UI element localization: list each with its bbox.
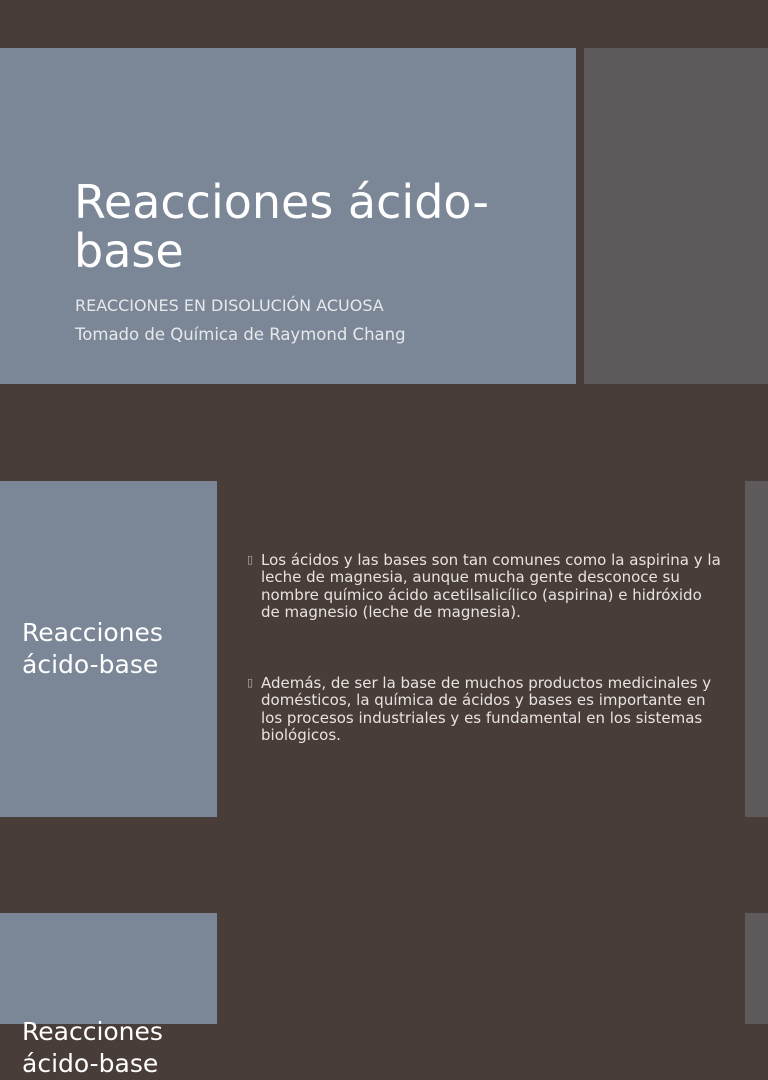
slide-1-source: Tomado de Química de Raymond Chang	[75, 325, 406, 344]
bullet-item	[247, 552, 721, 621]
slide-3-side-panel	[745, 913, 768, 1024]
slide-3-title-panel	[0, 913, 217, 1024]
bullet-text: Además, de ser la base de muchos productos medicinales y domésticos, la química de ácidos y bases es importante en los procesos industriales y es fundamental en los sistemas biológicos.	[261, 674, 712, 744]
bullet-marker-icon: ▯	[247, 553, 254, 566]
slide-3-title: Reacciones ácido-base	[22, 1017, 163, 1078]
slide-2-side-panel	[745, 481, 768, 817]
slide-2-title: Reacciones ácido-base	[22, 618, 163, 679]
slide-1-subtitle: REACCIONES EN DISOLUCIÓN ACUOSA	[75, 296, 384, 315]
bullet-item	[247, 675, 721, 744]
title-slide-side-panel	[584, 48, 768, 384]
bullet-text: Los ácidos y las bases son tan comunes como la aspirina y la leche de magnesia, aunque mucha gente desconoce su nombre químico ácido acetilsalicílico (aspirina) e hidróxido de magnesio (leche de magnesia).	[261, 551, 721, 621]
slide-1-title: Reacciones ácido-base	[74, 175, 489, 278]
bullet-marker-icon: ▯	[247, 676, 254, 689]
